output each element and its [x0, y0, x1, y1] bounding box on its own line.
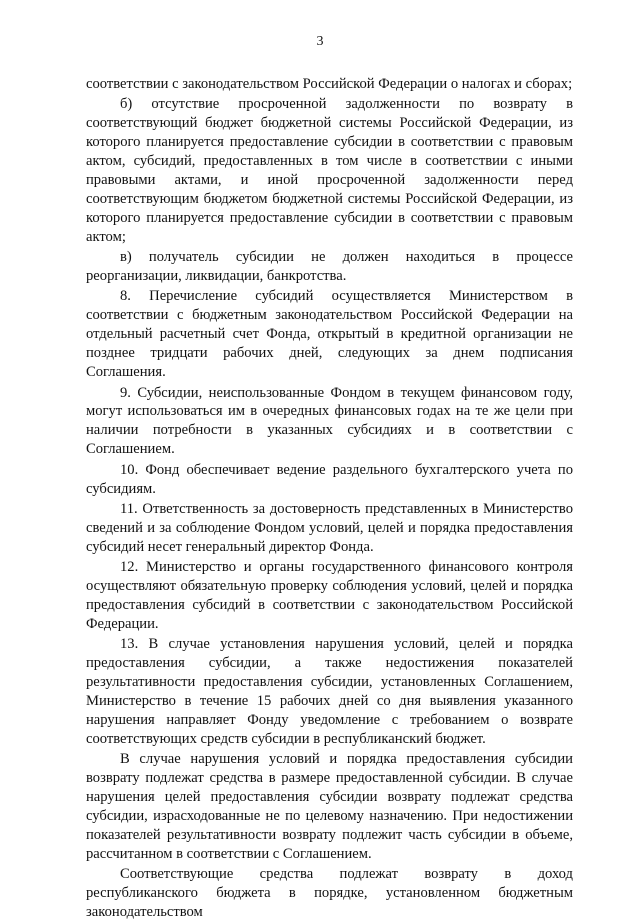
paragraph-clause-13-violation: В случае нарушения условий и порядка предоставления субсидии возврату подлежат средства в размере предоставленной субсидии. В случае нарушения целей предоставления субсидии возврату подлежат средства субсидии, израсходованные не по целевому назначению. При недостижении показателей результативности возврату подлежит часть субсидии в объеме, рассчитанном в соответствии с Соглашением.	[86, 751, 573, 862]
paragraph-item-v: в) получатель субсидии не должен находиться в процессе реорганизации, ликвидации, банкротства.	[86, 249, 573, 285]
paragraph-clause-11: 11. Ответственность за достоверность представленных в Министерство сведений и за соблюдение Фондом условий, целей и порядка предоставления субсидий несет генеральный директор Фонда.	[86, 500, 573, 555]
paragraph-clause-12: 12. Министерство и органы государственного финансового контроля осуществляют обязательную проверку соблюдения условий, целей и порядка предоставления субсидий в соответствии с законодательством Российской Федерации.	[86, 559, 573, 632]
page-number: 3	[316, 34, 324, 49]
document-body	[86, 75, 573, 923]
paragraph-clause-8: 8. Перечисление субсидий осуществляется Министерством в соответствии с бюджетным законодательством Российской Федерации на отдельный расчетный счет Фонда, открытый в кредитной организации не позднее тридцати рабочих дней, следующих за днем подписания Соглашения.	[86, 288, 573, 381]
paragraph-clause-13-return: Соответствующие средства подлежат возврату в доход республиканского бюджета в порядке, установленном бюджетным законодательством	[86, 866, 573, 920]
paragraph-continuation: соответствии с законодательством Российской Федерации о налогах и сборах;	[86, 76, 573, 92]
paragraph-item-b: б) отсутствие просроченной задолженности по возврату в соответствующий бюджет бюджетной системы Российской Федерации, из которого планируется предоставление субсидии в соответствии с правовым актом, субсидий, предоставленных в том числе в соответствии с иными правовыми актами, и иной просроченной задолженности перед соответствующим бюджетом бюджетной системы Российской Федерации, из которого планируется предоставление субсидии в соответствии с правовым актом;	[86, 96, 573, 245]
paragraph-clause-10: 10. Фонд обеспечивает ведение раздельного бухгалтерского учета по субсидиям.	[86, 461, 573, 497]
paragraph-clause-13: 13. В случае установления нарушения условий, целей и порядка предоставления субсидии, а также недостижения показателей результативности предоставления субсидии, установленных Соглашением, Министерство в течение 15 рабочих дней со дня выявления указанного нарушения направляет Фонду уведомление с требованием о возврате соответствующих средств субсидии в республиканский бюджет.	[86, 636, 573, 747]
paragraph-clause-9: 9. Субсидии, неиспользованные Фондом в текущем финансовом году, могут использоваться им в очередных финансовых годах на те же цели при наличии потребности в указанных субсидиях и в соответствии с Соглашением.	[86, 384, 573, 458]
